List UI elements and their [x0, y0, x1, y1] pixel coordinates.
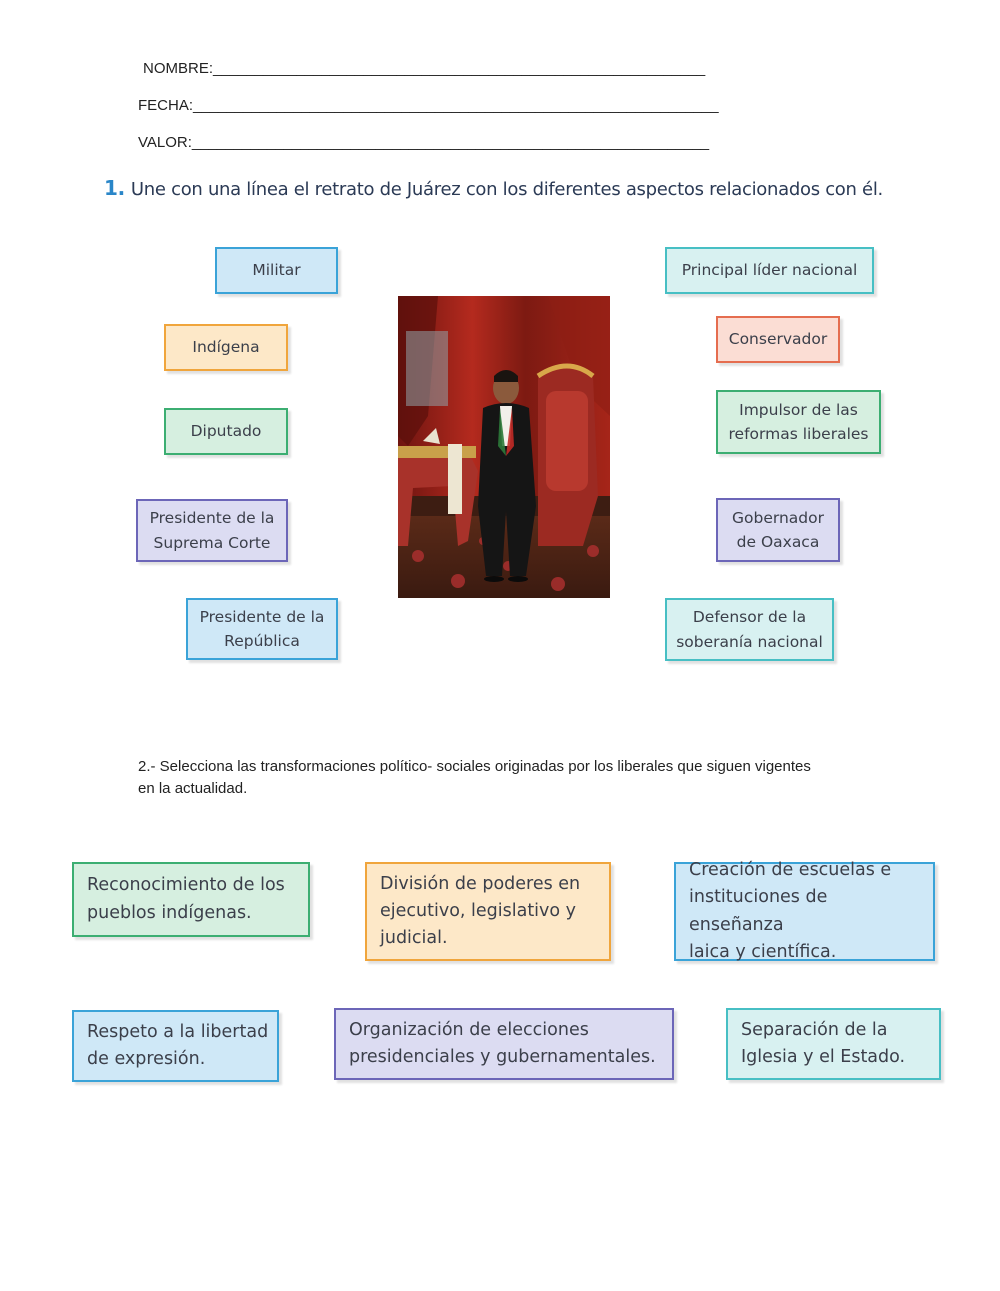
match-item-indigena[interactable]: Indígena [164, 324, 288, 371]
fecha-field[interactable]: FECHA:_______________________________________________________________ [138, 97, 719, 114]
match-item-defensor-soberania[interactable]: Defensor de la soberanía nacional [665, 598, 834, 661]
option-reconocimiento-pueblos[interactable]: Reconocimiento de los pueblos indígenas. [72, 862, 310, 937]
option-division-poderes[interactable]: División de poderes en ejecutivo, legislativo y judicial. [365, 862, 611, 961]
window-light [406, 331, 448, 406]
match-item-presidente-republica[interactable]: Presidente de la República [186, 598, 338, 660]
match-item-impulsor-reformas[interactable]: Impulsor de las reformas liberales [716, 390, 881, 454]
question-1-number: 1. [104, 176, 125, 200]
option-libertad-expresion[interactable]: Respeto a la libertad de expresión. [72, 1010, 279, 1082]
match-item-presidente-suprema-corte[interactable]: Presidente de la Suprema Corte [136, 499, 288, 562]
nombre-field[interactable]: NOMBRE:___________________________________________________________ [143, 60, 706, 77]
chair-cushion [546, 391, 588, 491]
document-scroll [448, 444, 462, 514]
match-item-diputado[interactable]: Diputado [164, 408, 288, 455]
question-1-title [104, 176, 883, 200]
valor-field[interactable]: VALOR:______________________________________________________________ [138, 134, 710, 151]
match-item-gobernador-oaxaca[interactable]: Gobernador de Oaxaca [716, 498, 840, 562]
match-item-conservador[interactable]: Conservador [716, 316, 840, 363]
option-organizacion-elecciones[interactable]: Organización de elecciones presidenciales y gubernamentales. [334, 1008, 674, 1080]
table-top [398, 446, 476, 458]
figure-shoe-right [508, 576, 528, 582]
question-2-text: 2.- Selecciona las transformaciones político- sociales originadas por los liberales que siguen vigentes en la actualidad. [138, 758, 811, 797]
option-creacion-escuelas[interactable]: Creación de escuelas e instituciones de enseñanza laica y científica. [674, 862, 935, 961]
figure-shoe-left [484, 576, 504, 582]
match-item-militar[interactable]: Militar [215, 247, 338, 294]
option-separacion-iglesia-estado[interactable]: Separación de la Iglesia y el Estado. [726, 1008, 941, 1080]
juarez-portrait-image[interactable] [398, 296, 610, 598]
match-item-principal-lider[interactable]: Principal líder nacional [665, 247, 874, 294]
question-1-text: Une con una línea el retrato de Juárez con los diferentes aspectos relacionados con él. [130, 179, 883, 200]
